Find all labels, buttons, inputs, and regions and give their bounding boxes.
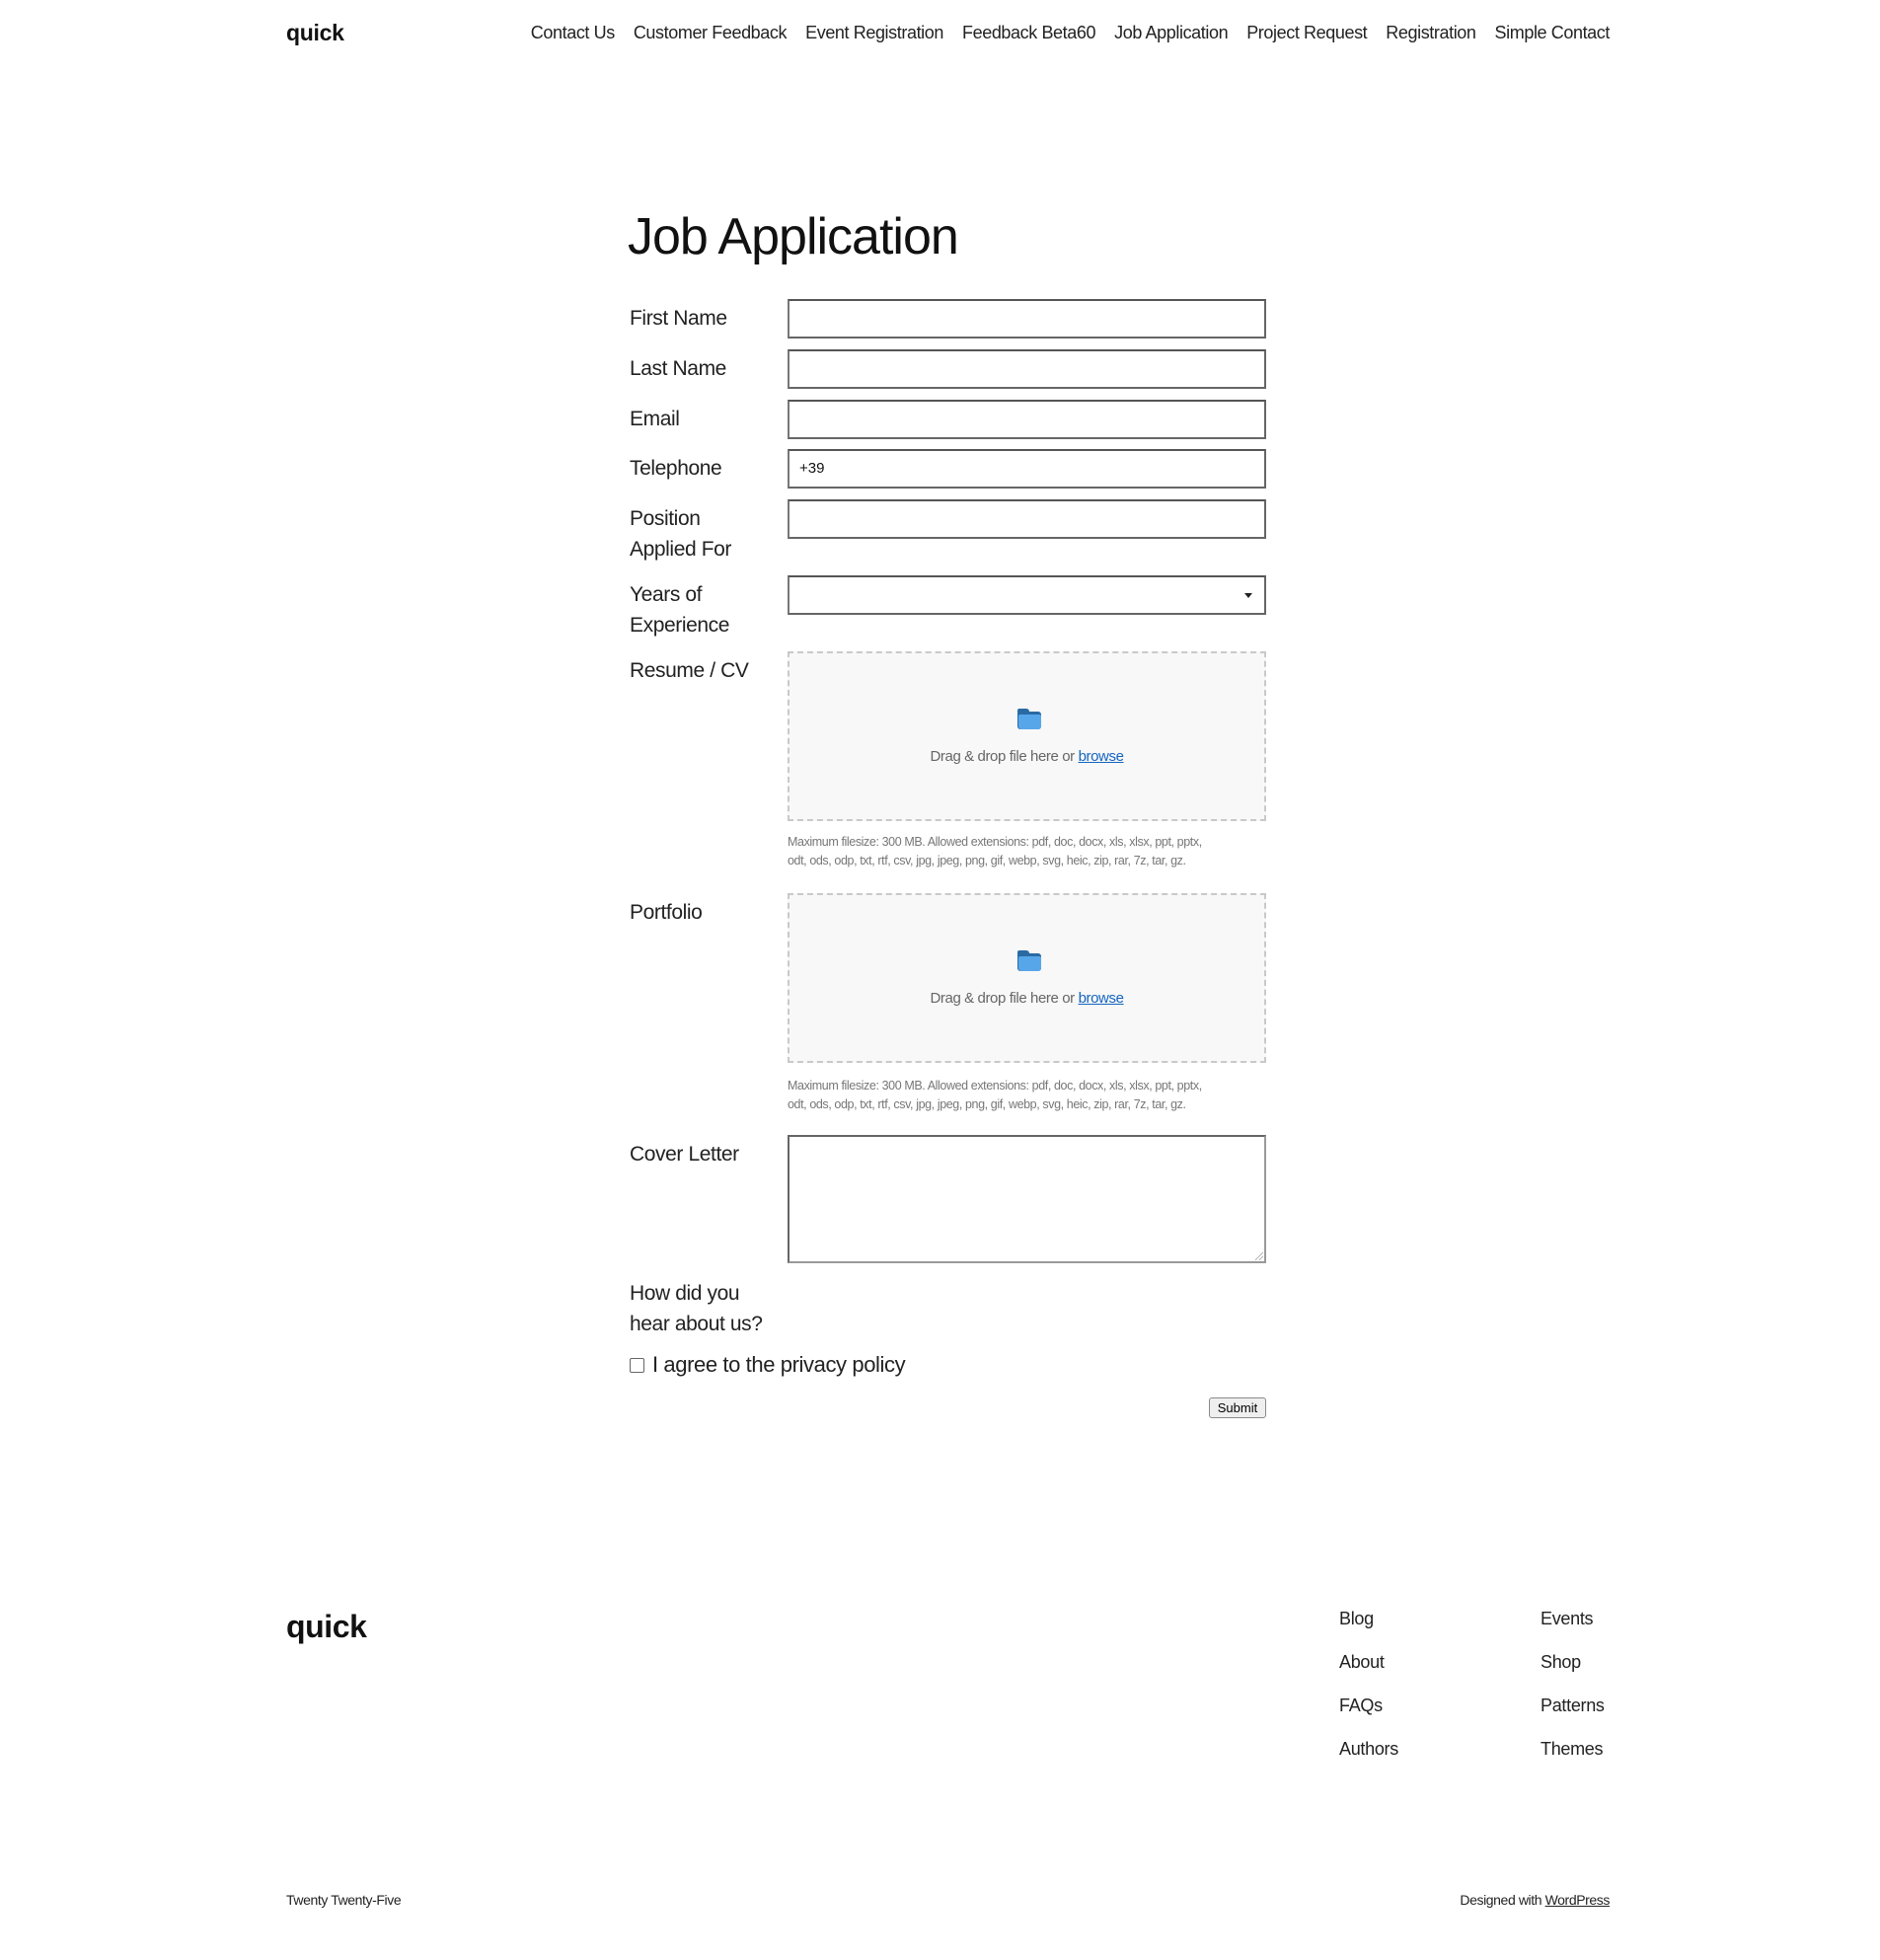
last-name-label: Last Name (630, 357, 726, 380)
resume-dropzone[interactable] (788, 651, 1266, 821)
main-nav (531, 23, 1610, 43)
nav-registration[interactable]: Registration (1386, 23, 1476, 42)
portfolio-browse-link[interactable]: browse (1078, 990, 1124, 1007)
hear-about-label-line2: hear about us? (630, 1313, 763, 1335)
nav-contact-us[interactable]: Contact Us (530, 23, 615, 42)
portfolio-label: Portfolio (630, 901, 703, 924)
nav-event-registration[interactable]: Event Registration (805, 23, 943, 42)
cover-letter-textarea[interactable] (788, 1135, 1266, 1263)
resume-help-line1: Maximum filesize: 300 MB. Allowed extensions: pdf, doc, docx, xls, xlsx, ppt, pptx, (788, 835, 1202, 849)
experience-label (630, 579, 778, 641)
position-label-line2: Applied For (630, 538, 731, 561)
designed-with-text: Designed with (1460, 1892, 1545, 1908)
portfolio-help-text (788, 1077, 1266, 1114)
experience-label-line2: Experience (630, 614, 730, 637)
telephone-input[interactable]: +39 (788, 449, 1266, 489)
email-label: Email (630, 408, 680, 430)
footer-logo[interactable]: quick (286, 1609, 367, 1644)
folder-icon (1017, 950, 1041, 971)
telephone-label: Telephone (630, 457, 722, 480)
footer-nav-col1 (1339, 1609, 1398, 1782)
footer-link-authors[interactable]: Authors (1339, 1739, 1398, 1759)
site-header (0, 0, 1880, 71)
nav-job-application[interactable]: Job Application (1114, 23, 1229, 42)
footer-nav-col2 (1541, 1609, 1605, 1782)
privacy-row (630, 1352, 905, 1378)
last-name-input[interactable] (788, 349, 1266, 389)
chevron-down-icon (1244, 593, 1252, 598)
position-label-line1: Position (630, 507, 701, 530)
first-name-input[interactable] (788, 299, 1266, 339)
footer-link-blog[interactable]: Blog (1339, 1609, 1374, 1628)
resume-label: Resume / CV (630, 659, 749, 682)
hear-about-label-line1: How did you (630, 1282, 740, 1305)
page-title: Job Application (628, 208, 958, 265)
folder-icon (1017, 709, 1041, 729)
portfolio-drop-text (790, 990, 1264, 1007)
theme-credit: Twenty Twenty-Five (286, 1892, 402, 1908)
designed-with (1460, 1892, 1610, 1908)
resize-grip-icon[interactable] (1255, 1252, 1263, 1260)
experience-select[interactable] (788, 575, 1266, 615)
nav-project-request[interactable]: Project Request (1246, 23, 1368, 42)
position-input[interactable] (788, 499, 1266, 539)
portfolio-dropzone[interactable] (788, 893, 1266, 1063)
resume-browse-link[interactable]: browse (1078, 748, 1124, 765)
nav-feedback-beta60[interactable]: Feedback Beta60 (962, 23, 1096, 42)
resume-help-text (788, 833, 1266, 870)
wordpress-link[interactable]: WordPress (1544, 1892, 1610, 1908)
footer-link-shop[interactable]: Shop (1541, 1652, 1581, 1672)
position-label (630, 503, 778, 565)
resume-help-line2: odt, ods, odp, txt, rtf, csv, jpg, jpeg, png, gif, webp, svg, heic, zip, rar, 7z, tar, gz. (788, 854, 1186, 867)
hear-about-label (630, 1278, 827, 1339)
experience-label-line1: Years of (630, 583, 703, 606)
email-input[interactable] (788, 400, 1266, 439)
submit-button[interactable]: Submit (1209, 1397, 1266, 1418)
footer-link-about[interactable]: About (1339, 1652, 1385, 1672)
portfolio-help-line2: odt, ods, odp, txt, rtf, csv, jpg, jpeg, png, gif, webp, svg, heic, zip, rar, 7z, tar, gz. (788, 1097, 1186, 1111)
first-name-label: First Name (630, 307, 727, 330)
cover-letter-label: Cover Letter (630, 1143, 739, 1166)
portfolio-help-line1: Maximum filesize: 300 MB. Allowed extensions: pdf, doc, docx, xls, xlsx, ppt, pptx, (788, 1079, 1202, 1093)
drop-instruction: Drag & drop file here or (930, 990, 1079, 1007)
privacy-label[interactable]: I agree to the privacy policy (652, 1352, 906, 1377)
resume-drop-text (790, 748, 1264, 765)
nav-customer-feedback[interactable]: Customer Feedback (633, 23, 788, 42)
nav-simple-contact[interactable]: Simple Contact (1494, 23, 1610, 42)
footer-link-patterns[interactable]: Patterns (1541, 1696, 1605, 1715)
privacy-checkbox[interactable] (630, 1358, 644, 1373)
footer-link-events[interactable]: Events (1541, 1609, 1594, 1628)
drop-instruction: Drag & drop file here or (930, 748, 1079, 765)
site-logo[interactable]: quick (286, 20, 344, 45)
footer-link-themes[interactable]: Themes (1541, 1739, 1604, 1759)
footer-link-faqs[interactable]: FAQs (1339, 1696, 1383, 1715)
